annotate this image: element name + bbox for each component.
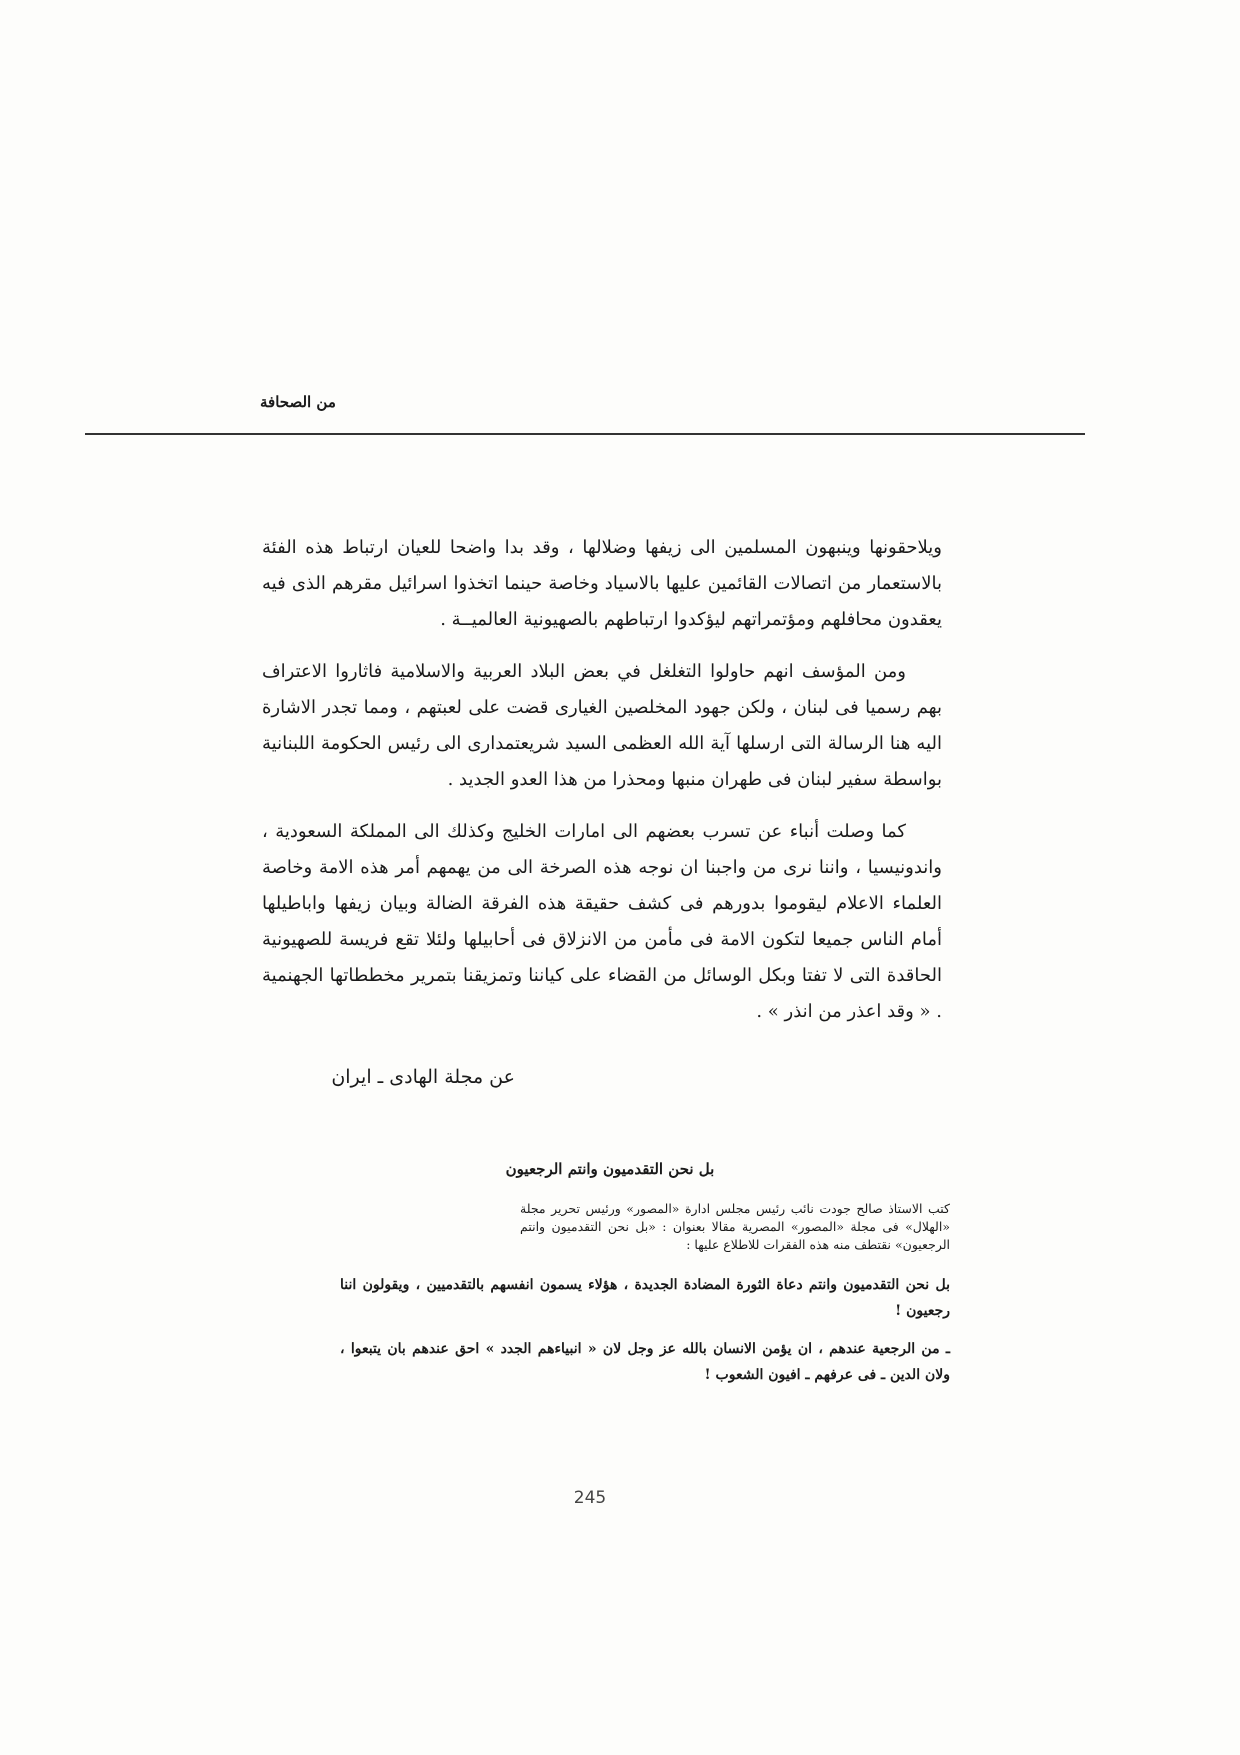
article-body (262, 530, 942, 1046)
article-paragraph-3: كما وصلت أنباء عن تسرب بعضهم الى امارات الخليج وكذلك الى المملكة السعودية ، واندونيسيا ، واننا نرى من واجبنا ان نوجه هذه الصرخة الى من يهمهم أمر هذه الامة وخاصة العلماء الاعلام ليقوموا بدورهم فى كشف حقيقة هذه الفرقة الضالة وبيان زيفها واباطيلها أمام الناس جميعا لتكون الامة فى مأمن من الانزلاق فى أحابيلها ولئلا تقع فريسة للصهيونية الحاقدة التى لا تفتا وبكل الوسائل من القضاء على كياننا وتمزيقنا بتمرير مخططاتها الجهنمية . « وقد اعذر من انذر » . (262, 821, 942, 1022)
running-header: من الصحافة (260, 393, 336, 411)
page-number: 245 (573, 1488, 607, 1508)
article-paragraph-2: ومن المؤسف انهم حاولوا التغلغل في بعض البلاد العربية والاسلامية فاثاروا الاعتراف بهم رسميا فى لبنان ، ولكن جهود المخلصين الغيارى قضت على لعبتهم ، ومما تجدر الاشارة اليه هنا الرسالة التى ارسلها آية الله العظمى السيد شريعتمدارى الى رئيس الحكومة اللبنانية بواسطة سفير لبنان فى طهران منبها ومحذرا من هذا العدو الجديد . (262, 661, 942, 790)
header-rule (85, 433, 1085, 435)
second-article-intro: كتب الاستاذ صالح جودت نائب رئيس مجلس ادارة «المصور» ورئيس تحرير مجلة «الهلال» فى مجلة «المصور» المصرية مقالا بعنوان : «بل نحن التقدميون وانتم الرجعيون» نقتطف منه هذه الفقرات للاطلاع عليها : (520, 1201, 950, 1252)
second-article-paragraph-2: ـ من الرجعية عندهم ، ان يؤمن الانسان بالله عز وجل لان « انبياءهم الجدد » احق عندهم بان يتبعوا ، ولان الدين ـ فى عرفهم ـ افيون الشعوب ! (340, 1341, 950, 1383)
article-source: عن مجلة الهادى ـ ايران (331, 1066, 515, 1088)
second-article (270, 1160, 950, 1400)
second-article-paragraph-1: بل نحن التقدميون وانتم دعاة الثورة المضادة الجديدة ، هؤلاء يسمون انفسهم بالتقدميين ، ويقولون اننا رجعيون ! (340, 1277, 950, 1319)
article-paragraph-1: ويلاحقونها وينبهون المسلمين الى زيفها وضلالها ، وقد بدا واضحا للعيان ارتباط هذه الفئة بالاستعمار من اتصالات القائمين عليها بالاسياد وخاصة حينما اتخذوا اسرائيل مقرهم الذى فيه يعقدون محافلهم ومؤتمراتهم ليؤكدوا ارتباطهم بالصهيونية العالميــة . (262, 537, 942, 630)
second-article-title: بل نحن التقدميون وانتم الرجعيون (505, 1160, 715, 1178)
